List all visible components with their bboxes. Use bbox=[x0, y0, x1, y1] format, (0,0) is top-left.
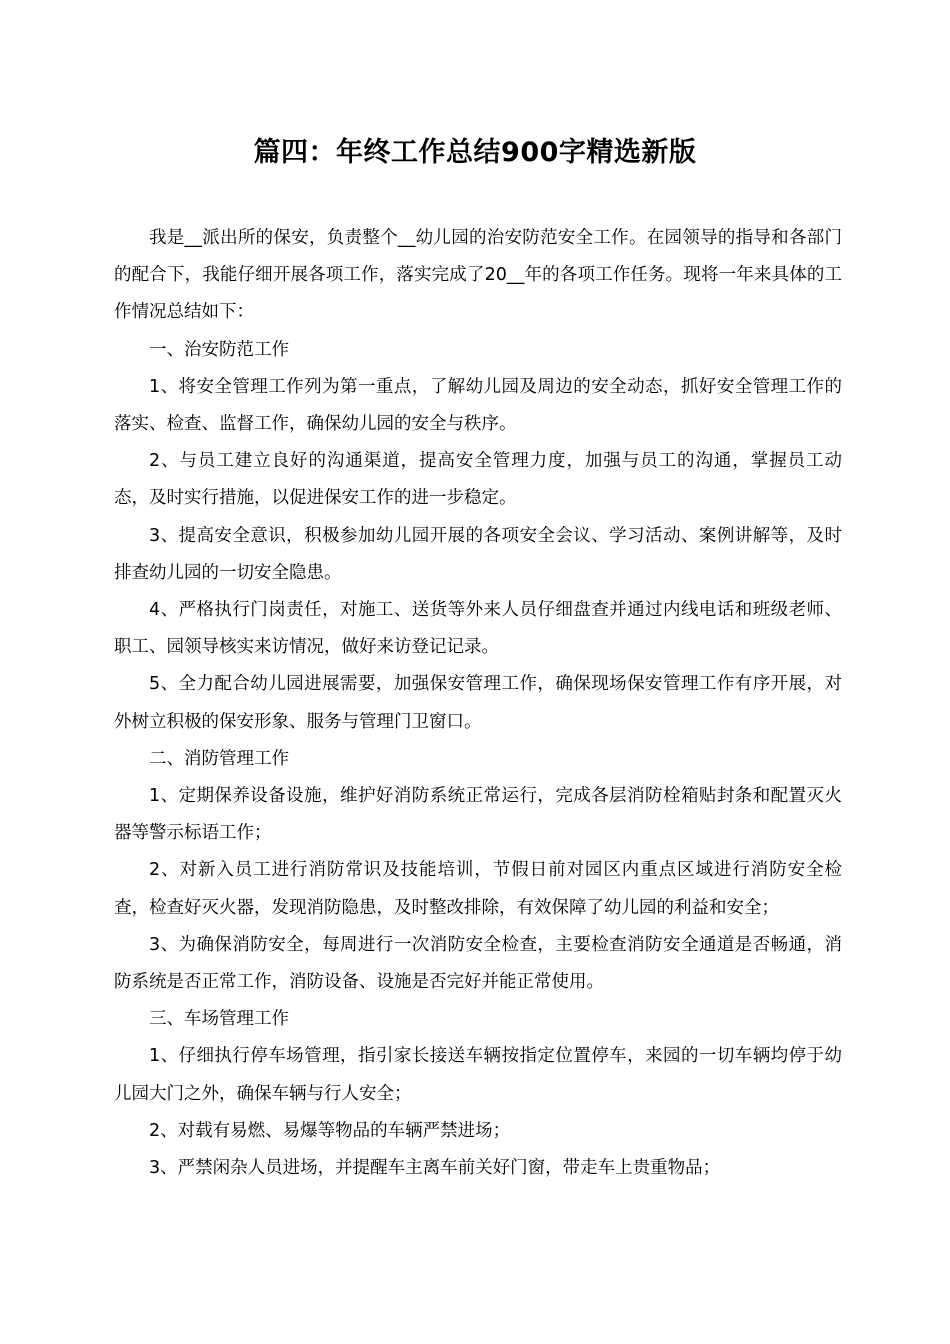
section-heading-security: 一、治安防范工作 bbox=[149, 339, 289, 360]
section-heading-fire: 二、消防管理工作 bbox=[149, 748, 289, 769]
document-body bbox=[114, 220, 842, 1187]
document-title: 篇四：年终工作总结900字精选新版 bbox=[253, 137, 697, 168]
paragraph-intro: 我是__派出所的保安，负责整个__幼儿园的治安防范安全工作。在园领导的指导和各部门的配合下，我能仔细开展各项工作，落实完成了20__年的各项工作任务。现将一年来具体的工作情况总结如下： bbox=[114, 228, 842, 323]
list-item: 1、将安全管理工作列为第一重点，了解幼儿园及周边的安全动态，抓好安全管理工作的落实、检查、监督工作，确保幼儿园的安全与秩序。 bbox=[114, 376, 842, 435]
list-item: 3、严禁闲杂人员进场，并提醒车主离车前关好门窗，带走车上贵重物品； bbox=[149, 1158, 721, 1179]
list-item: 2、对新入员工进行消防常识及技能培训，节假日前对园区内重点区域进行消防安全检查，检查好灭火器，发现消防隐患，及时整改排除，有效保障了幼儿园的利益和安全； bbox=[114, 860, 842, 918]
list-item: 4、严格执行门岗责任，对施工、送货等外来人员仔细盘查并通过内线电话和班级老师、职工、园领导核实来访情况，做好来访登记记录。 bbox=[114, 600, 842, 658]
list-item: 3、为确保消防安全，每周进行一次消防安全检查，主要检查消防安全通道是否畅通，消防系统是否正常工作，消防设备、设施是否完好并能正常使用。 bbox=[114, 934, 842, 993]
list-item: 2、对载有易燃、易爆等物品的车辆严禁进场； bbox=[149, 1120, 511, 1141]
list-item: 3、提高安全意识，积极参加幼儿园开展的各项安全会议、学习活动、案例讲解等，及时排查幼儿园的一切安全隐患。 bbox=[114, 525, 842, 583]
list-item: 1、仔细执行停车场管理，指引家长接送车辆按指定位置停车，来园的一切车辆均停于幼儿园大门之外，确保车辆与行人安全； bbox=[114, 1046, 842, 1104]
list-item: 2、与员工建立良好的沟通渠道，提高安全管理力度，加强与员工的沟通，掌握员工动态，及时实行措施，以促进保安工作的进一步稳定。 bbox=[114, 451, 842, 509]
section-heading-parking: 三、车场管理工作 bbox=[149, 1009, 289, 1030]
list-item: 1、定期保养设备设施，维护好消防系统正常运行，完成各层消防栓箱贴封条和配置灭火器等警示标语工作； bbox=[114, 786, 842, 844]
list-item: 5、全力配合幼儿园进展需要，加强保安管理工作，确保现场保安管理工作有序开展，对外树立积极的保安形象、服务与管理门卫窗口。 bbox=[114, 674, 842, 732]
